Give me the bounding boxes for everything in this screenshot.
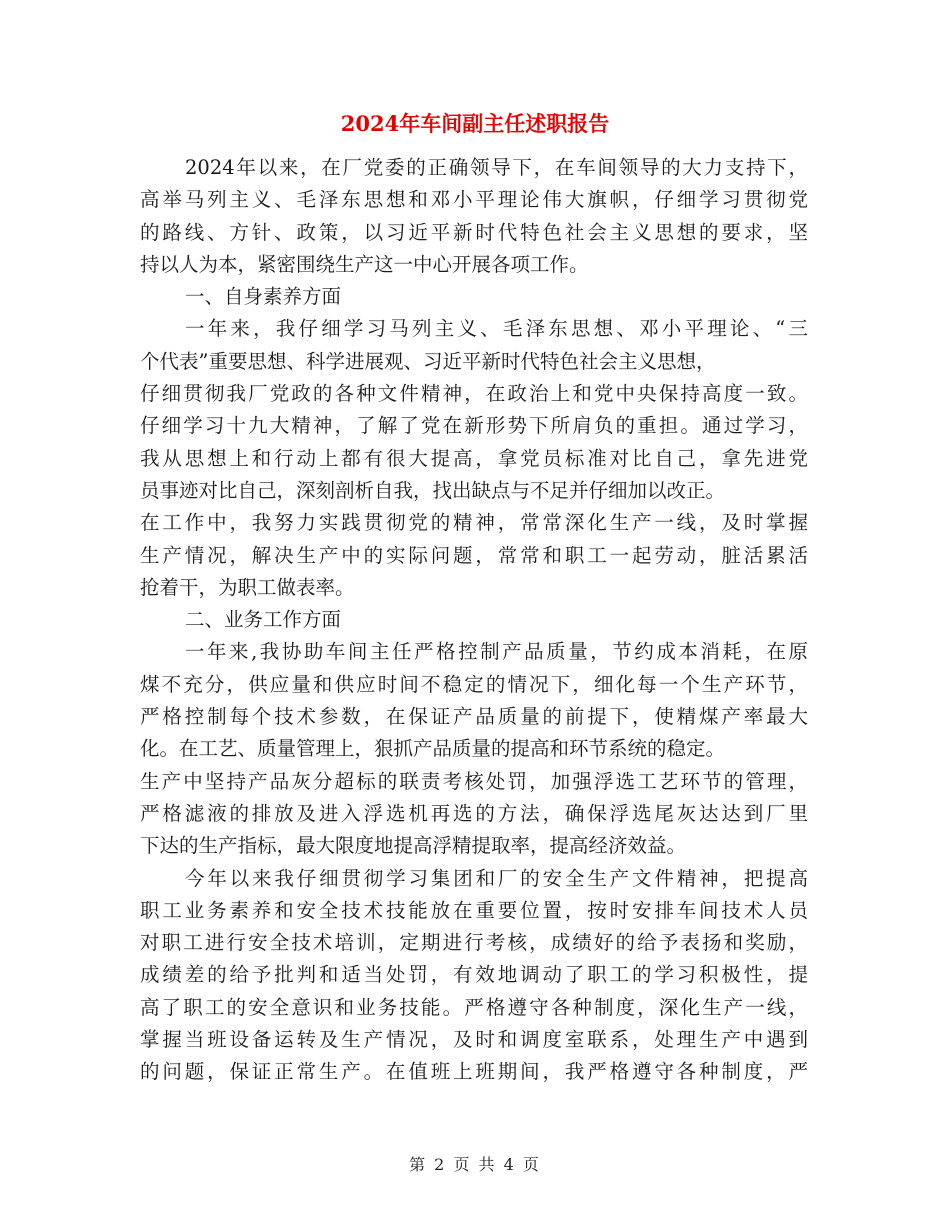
text-line: 仔细学习十九大精神，了解了党在新形势下所肩负的重担。通过学习， (140, 414, 808, 438)
text-line: 抢着干，为职工做表率。 (140, 575, 355, 599)
text-line: 高举马列主义、毛泽东思想和邓小平理论伟大旗帜，仔细学习贯彻党 (140, 188, 808, 212)
text-line: 生产情况，解决生产中的实际问题，常常和职工一起劳动，脏活累活 (140, 543, 808, 567)
text-line: 下达的生产指标，最大限度地提高浮精提取率，提高经济效益。 (140, 834, 687, 858)
page-footer: 第 2 页 共 4 页 (409, 1155, 541, 1174)
text-line: 成绩差的给予批判和适当处罚，有效地调动了职工的学习积极性，提 (140, 963, 808, 987)
text-line: 严格控制每个技术参数，在保证产品质量的前提下，使精煤产率最大 (140, 705, 808, 729)
document-body (140, 152, 808, 1089)
text-line: 持以人为本，紧密围绕生产这一中心开展各项工作。 (140, 252, 589, 276)
document-title: 2024年车间副主任述职报告 (340, 111, 610, 136)
text-line: 对职工进行安全技术培训，定期进行考核，成绩好的给予表扬和奖励， (140, 931, 808, 955)
text-line: 生产中坚持产品灰分超标的联责考核处罚，加强浮选工艺环节的管理， (140, 769, 808, 793)
text-line: 严格滤液的排放及进入浮选机再选的方法，确保浮选尾灰达达到厂里 (140, 801, 808, 825)
text-line: 掌握当班设备运转及生产情况，及时和调度室联系，处理生产中遇到 (140, 1028, 808, 1052)
text-line: 仔细贯彻我厂党政的各种文件精神，在政治上和党中央保持高度一致。 (140, 382, 808, 406)
text-line: 高了职工的安全意识和业务技能。严格遵守各种制度，深化生产一线， (140, 995, 808, 1019)
text-line: 化。在工艺、质量管理上，狠抓产品质量的提高和环节系统的稳定。 (140, 737, 726, 761)
text-line: 一年来,我协助车间主任严格控制产品质量，节约成本消耗，在原 (185, 640, 808, 664)
text-line: 个代表”重要思想、科学进展观、习近平新时代特色社会主义思想， (140, 349, 716, 373)
text-line: 一年来，我仔细学习马列主义、毛泽东思想、邓小平理论、“三 (185, 317, 808, 341)
text-line: 煤不充分，供应量和供应时间不稳定的情况下，细化每一个生产环节， (140, 672, 808, 696)
text-line: 员事迹对比自己，深刻剖析自我，找出缺点与不足并仔细加以改正。 (140, 478, 726, 502)
text-line: 在工作中，我努力实践贯彻党的精神，常常深化生产一线，及时掌握 (140, 511, 808, 535)
text-line: 的问题，保证正常生产。在值班上班期间，我严格遵守各种制度，严 (140, 1060, 808, 1084)
text-line: 职工业务素养和安全技术技能放在重要位置，按时安排车间技术人员 (140, 898, 808, 922)
text-line: 我从思想上和行动上都有很大提高，拿党员标准对比自己，拿先进党 (140, 446, 808, 470)
text-line: 今年以来我仔细贯彻学习集团和厂的安全生产文件精神，把提高 (185, 866, 808, 890)
text-line: 2024年以来，在厂党委的正确领导下，在车间领导的大力支持下， (185, 156, 808, 179)
section-heading: 一、自身素养方面 (185, 285, 342, 309)
section-heading: 二、业务工作方面 (185, 608, 342, 632)
text-line: 的路线、方针、政策，以习近平新时代特色社会主义思想的要求，坚 (140, 220, 808, 244)
